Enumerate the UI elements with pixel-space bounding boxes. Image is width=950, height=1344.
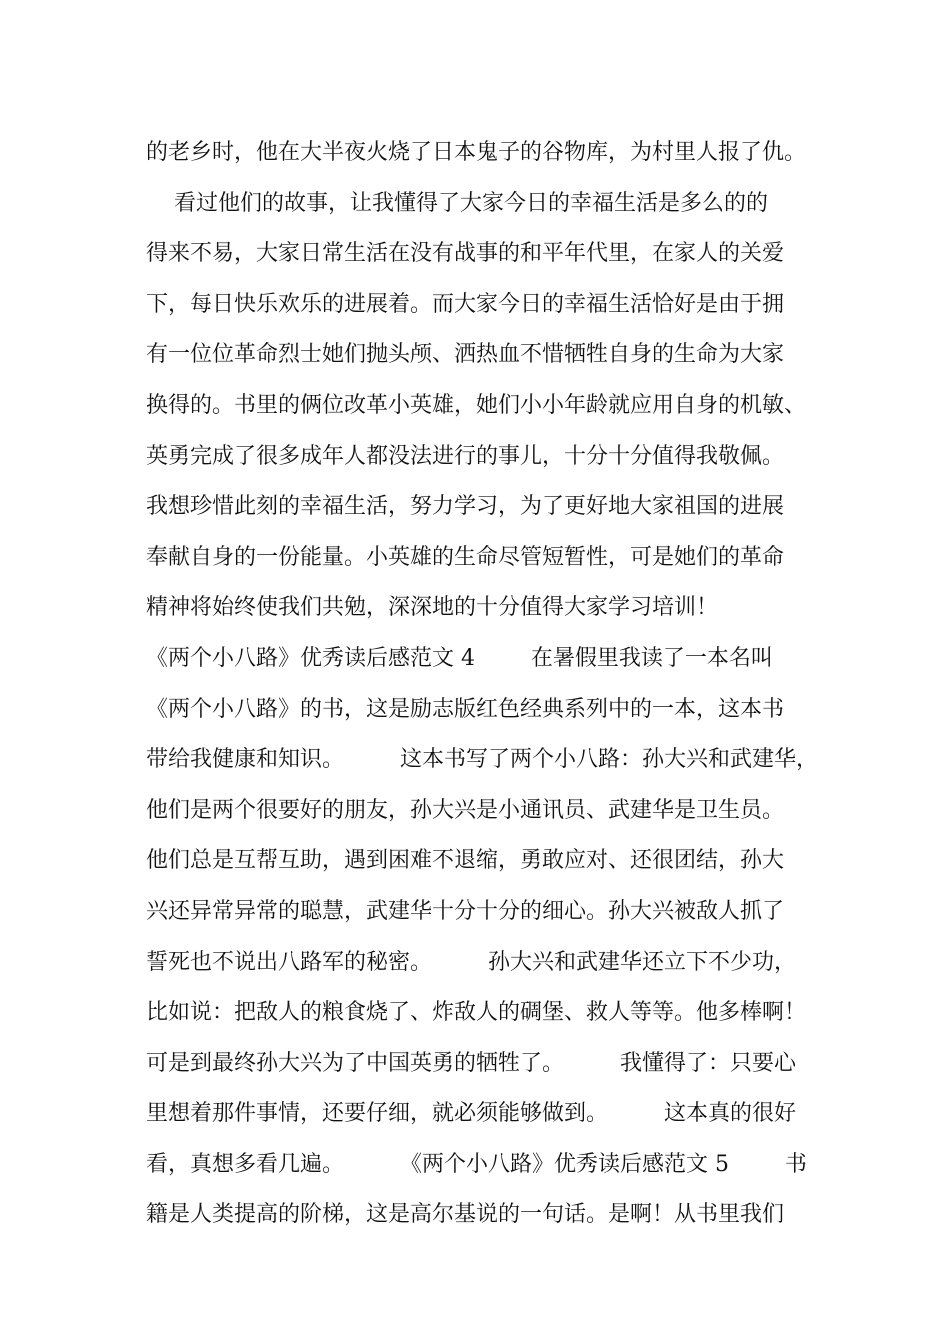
- text-line: 我想珍惜此刻的幸福生活，努力学习，为了更好地大家祖国的进展: [146, 494, 785, 520]
- text-line: 奉献自身的一份能量。小英雄的生命尽管短暂性，可是她们的革命: [146, 544, 785, 570]
- text-line: 的老乡时，他在大半夜火烧了日本鬼子的谷物库，为村里人报了仇。: [146, 140, 807, 165]
- text-line: 籍是人类提高的阶梯，这是高尔基说的一句话。是啊！从书里我们: [146, 1202, 785, 1228]
- text-line: 得来不易，大家日常生活在没有战事的和平年代里，在家人的关爱: [146, 241, 785, 267]
- section-heading-line: 《两个小八路》优秀读后感范文 4 在暑假里我读了一本名叫: [146, 645, 773, 671]
- text-line: 比如说：把敌人的粮食烧了、炸敌人的碉堡、救人等等。他多棒啊！: [146, 1000, 807, 1026]
- text-line: 《两个小八路》的书，这是励志版红色经典系列中的一本，这本书: [146, 696, 785, 722]
- text-line: 带给我健康和知识。 这本书写了两个小八路：孙大兴和武建华，: [146, 747, 818, 773]
- text-line: 换得的。书里的俩位改革小英雄，她们小小年龄就应用自身的机敏、: [146, 392, 807, 418]
- section-heading-line: 看，真想多看几遍。 《两个小八路》优秀读后感范文 5 书: [146, 1151, 807, 1177]
- text-line: 看过他们的故事，让我懂得了大家今日的幸福生活是多么的的: [146, 190, 768, 216]
- text-line: 精神将始终使我们共勉，深深地的十分值得大家学习培训！: [146, 595, 719, 621]
- text-line: 可是到最终孙大兴为了中国英勇的牺牲了。 我懂得了：只要心: [146, 1050, 796, 1076]
- text-line: 他们总是互帮互助，遇到困难不退缩，勇敢应对、还很团结，孙大: [146, 848, 785, 874]
- text-line: 里想着那件事情，还要仔细，就必须能够做到。 这本真的很好: [146, 1101, 796, 1127]
- text-line: 下，每日快乐欢乐的进展着。而大家今日的幸福生活恰好是由于拥: [146, 291, 785, 317]
- text-line: 有一位位革命烈士她们抛头颅、洒热血不惜牺牲自身的生命为大家: [146, 342, 785, 368]
- text-line: 英勇完成了很多成年人都没法进行的事儿，十分十分值得我敬佩。: [146, 443, 785, 469]
- text-line: 誓死也不说出八路军的秘密。 孙大兴和武建华还立下不少功，: [146, 949, 796, 975]
- text-line: 他们是两个很要好的朋友，孙大兴是小通讯员、武建华是卫生员。: [146, 797, 785, 823]
- body-text: [146, 128, 826, 1241]
- text-line: 兴还异常异常的聪慧，武建华十分十分的细心。孙大兴被敌人抓了: [146, 898, 785, 924]
